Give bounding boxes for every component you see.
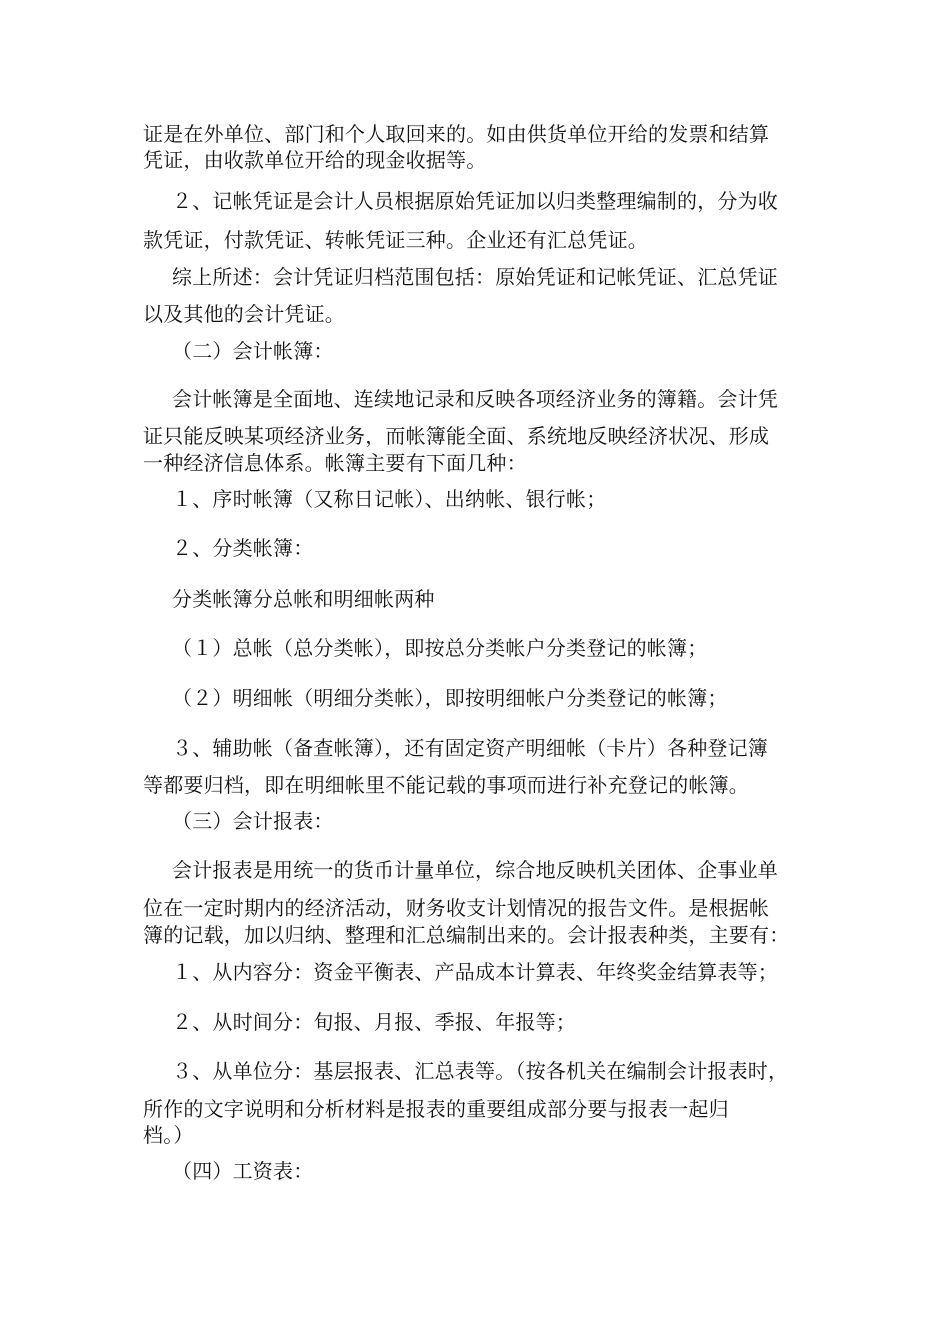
text-line: 位在一定时期内的经济活动，财务收支计划情况的报告文件。是根据帐 (143, 896, 770, 920)
text-line: 等都要归档，即在明细帐里不能记载的事项而进行补充登记的帐簿。 (143, 773, 749, 797)
text-line: 所作的文字说明和分析材料是报表的重要组成部分要与报表一起归 (143, 1097, 729, 1121)
list-item: ３、从单位分：基层报表、汇总表等。（按各机关在编制会计报表时， (172, 1059, 789, 1083)
list-item: ２、从时间分：旬报、月报、季报、年报等； (172, 1010, 576, 1034)
text-line: 一种经济信息体系。帐簿主要有下面几种： (143, 451, 527, 475)
list-item: ２、分类帐簿： (172, 536, 314, 560)
list-item: １、序时帐簿（又称日记帐）、出纳帐、银行帐； (172, 487, 607, 511)
text-line: 簿的记载，加以归纳、整理和汇总编制出来的。会计报表种类，主要有： (143, 923, 790, 947)
text-line: 凭证，由收款单位开给的现金收据等。 (143, 148, 487, 172)
text-line: 会计报表是用统一的货币计量单位，综合地反映机关团体、企事业单 (172, 858, 778, 882)
section-heading: （四）工资表： (172, 1159, 314, 1183)
section-heading: （三）会计报表： (172, 809, 334, 833)
section-heading: （二）会计帐簿： (172, 339, 334, 363)
text-line: 证只能反映某项经济业务，而帐簿能全面、系统地反映经济状况、形成 (143, 424, 770, 448)
list-item: （１）总帐（总分类帐），即按总分类帐户分类登记的帐簿； (172, 636, 708, 660)
text-line: ２、记帐凭证是会计人员根据原始凭证加以归类整理编制的，分为收 (172, 189, 778, 213)
text-line: 款凭证，付款凭证、转帐凭证三种。企业还有汇总凭证。 (143, 228, 648, 252)
text-line: 会计帐簿是全面地、连续地记录和反映各项经济业务的簿籍。会计凭 (172, 387, 778, 411)
text-line: 以及其他的会计凭证。 (143, 302, 345, 326)
text-line: 档。） (143, 1123, 194, 1147)
text-line: 综上所述：会计凭证归档范围包括：原始凭证和记帐凭证、汇总凭证 (172, 265, 778, 289)
list-item: ３、辅助帐（备查帐簿），还有固定资产明细帐（卡片）各种登记簿 (172, 736, 768, 760)
text-line: 分类帐簿分总帐和明细帐两种 (172, 587, 435, 611)
text-line: 证是在外单位、部门和个人取回来的。如由供货单位开给的发票和结算 (143, 122, 770, 146)
list-item: （２）明细帐（明细分类帐），即按明细帐户分类登记的帐簿； (172, 686, 728, 710)
list-item: １、从内容分：资金平衡表、产品成本计算表、年终奖金结算表等； (172, 960, 778, 984)
